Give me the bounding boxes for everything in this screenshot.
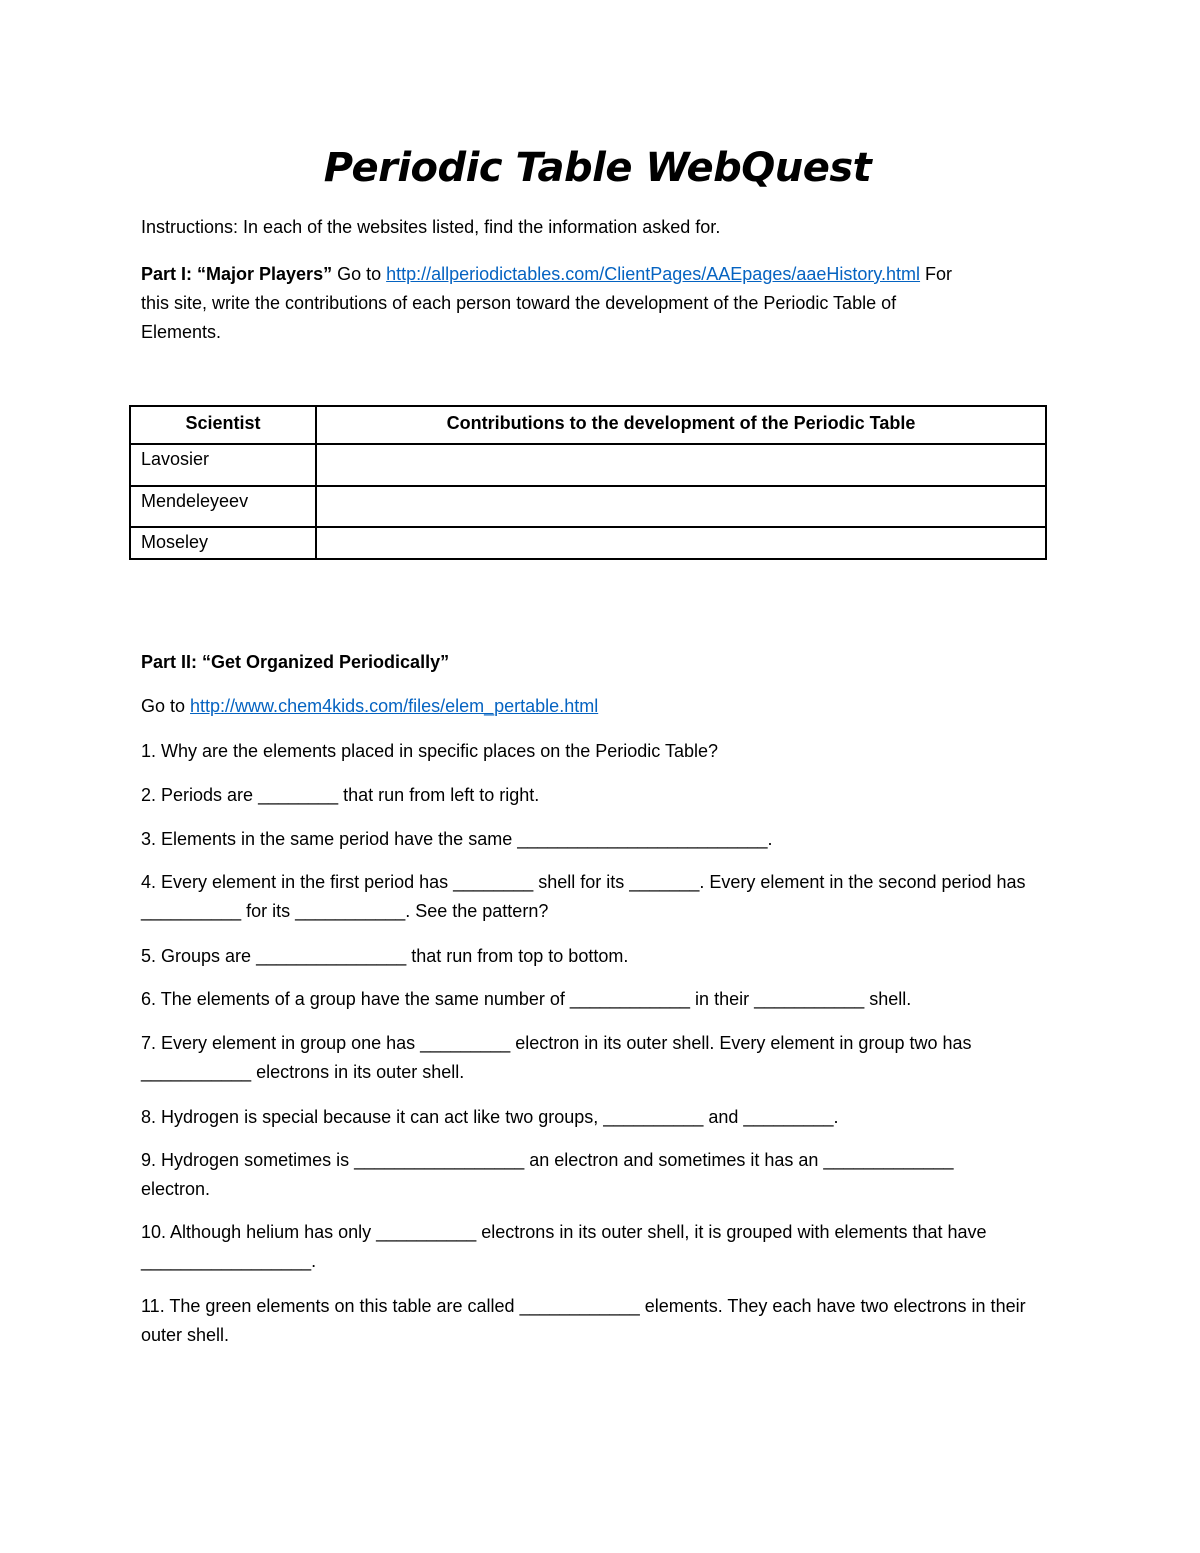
question-text: . Groups are _______________ that run from top to bottom. bbox=[151, 946, 629, 966]
cell-scientist: Mendeleyeev bbox=[130, 486, 316, 527]
question-number: 10 bbox=[141, 1222, 162, 1242]
question-7 bbox=[141, 1029, 1066, 1087]
question-text: . Periods are ________ that run from left to right. bbox=[151, 785, 540, 805]
question-number: 1 bbox=[141, 741, 152, 761]
question-text: . Every element in group one has _________ electron in its outer shell. Every element in group two has ___________ electrons in its outer shell. bbox=[141, 1033, 972, 1082]
part2-heading: Part II: “Get Organized Periodically” bbox=[141, 652, 450, 672]
question-number: 9 bbox=[141, 1150, 152, 1170]
question-number: 4 bbox=[141, 872, 152, 892]
question-8 bbox=[141, 1103, 1071, 1132]
question-number: 5 bbox=[141, 946, 152, 966]
part1-desc-a: For bbox=[920, 264, 953, 284]
question-text: . Hydrogen sometimes is _________________ an electron and sometimes it has an _____________ electron. bbox=[141, 1150, 954, 1199]
page-title: Periodic Table WebQuest bbox=[323, 145, 872, 191]
scientist-table bbox=[129, 405, 1047, 560]
part2-goto-line bbox=[141, 692, 1061, 721]
cell-contribution[interactable] bbox=[316, 444, 1046, 486]
question-10 bbox=[141, 1218, 1041, 1276]
question-number: 8 bbox=[141, 1107, 152, 1127]
question-9 bbox=[141, 1146, 1021, 1204]
header-scientist: Scientist bbox=[130, 406, 316, 444]
question-number: 6 bbox=[141, 989, 152, 1009]
question-text: . Although helium has only __________ electrons in its outer shell, it is grouped with elements that have _________________. bbox=[141, 1222, 987, 1271]
table-row bbox=[130, 527, 1046, 559]
part1-paragraph bbox=[141, 260, 1061, 347]
part2-goto: Go to bbox=[141, 696, 191, 716]
part1-link[interactable]: http://allperiodictables.com/ClientPages/AAEpages/aaeHistory.html bbox=[386, 264, 921, 284]
question-4 bbox=[141, 868, 1031, 926]
cell-scientist: Lavosier bbox=[130, 444, 316, 486]
question-text: . The elements of a group have the same number of ____________ in their ___________ shell. bbox=[151, 989, 912, 1009]
cell-contribution[interactable] bbox=[316, 486, 1046, 527]
question-1 bbox=[141, 737, 1071, 766]
question-number: 11 bbox=[141, 1296, 160, 1316]
question-3 bbox=[141, 825, 1071, 854]
question-text: . Why are the elements placed in specific places on the Periodic Table? bbox=[151, 741, 718, 761]
question-11 bbox=[141, 1292, 1061, 1350]
question-text: . The green elements on this table are called ____________ elements. They each have two electrons in their outer shell. bbox=[141, 1296, 1026, 1345]
question-number: 2 bbox=[141, 785, 152, 805]
cell-scientist: Moseley bbox=[130, 527, 316, 559]
part1-desc-c: Elements. bbox=[141, 322, 222, 342]
question-2 bbox=[141, 781, 1071, 810]
table-row bbox=[130, 486, 1046, 527]
question-6 bbox=[141, 985, 1071, 1014]
table-row bbox=[130, 444, 1046, 486]
part1-goto: Go to bbox=[332, 264, 387, 284]
instructions: Instructions: In each of the websites listed, find the information asked for. bbox=[141, 217, 721, 237]
part1-desc-b: this site, write the contributions of each person toward the development of the Periodic Table of bbox=[141, 293, 897, 313]
question-text: . Hydrogen is special because it can act like two groups, __________ and _________. bbox=[151, 1107, 839, 1127]
part2-link[interactable]: http://www.chem4kids.com/files/elem_pertable.html bbox=[190, 696, 599, 716]
cell-contribution[interactable] bbox=[316, 527, 1046, 559]
table-header-row bbox=[130, 406, 1046, 444]
question-5 bbox=[141, 942, 1071, 971]
question-text: . Every element in the first period has ________ shell for its _______. Every element in the second period has __________ for its ___________. See the pattern? bbox=[141, 872, 1026, 921]
question-number: 3 bbox=[141, 829, 152, 849]
question-text: . Elements in the same period have the same _________________________. bbox=[151, 829, 773, 849]
part1-heading: Part I: “Major Players” bbox=[141, 264, 333, 284]
header-contributions: Contributions to the development of the Periodic Table bbox=[316, 406, 1046, 444]
question-number: 7 bbox=[141, 1033, 152, 1053]
